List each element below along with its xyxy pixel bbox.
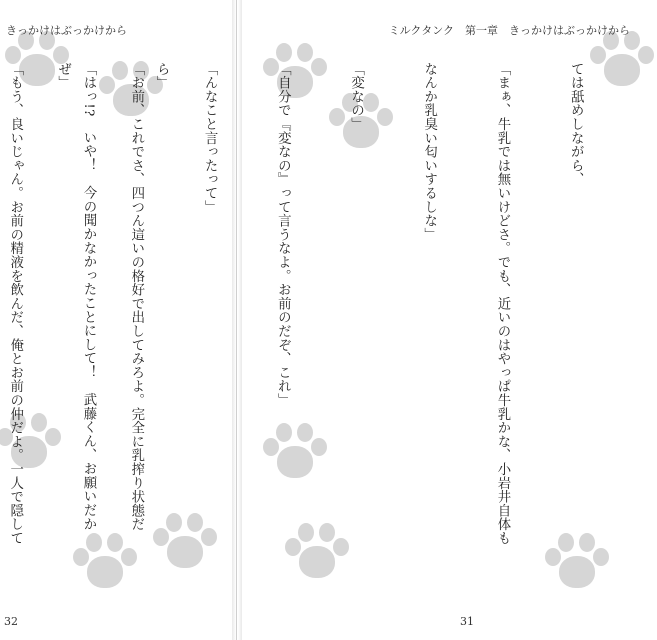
text-line: ら」 (154, 62, 170, 90)
page-number: 31 (460, 615, 474, 628)
text-line: ては舐めしながら、 (568, 62, 584, 187)
body-text (0, 62, 636, 562)
text-line: 「変なの」 (348, 62, 364, 131)
text-line (0, 62, 1, 562)
text-line: 「まぁ、牛乳では無いけどさ。でも、近いのはやっぱ牛乳かな、小岩井自体も (494, 62, 510, 545)
page-number: 32 (4, 615, 18, 628)
running-header: きっかけはぶっかけから (6, 24, 127, 37)
text-line: なんか乳臭い匂いするしな」 (421, 62, 437, 242)
text-line: 「自分で『変なの』って言うなよ。お前のだぞ、これ」 (275, 62, 291, 407)
text-line: 「もう、良いじゃん。お前の精液を飲んだ、俺とお前の仲だよ。一人で隠して (7, 62, 23, 545)
text-line: 「はっ!? いや！ 今の聞かなかったことにして！ 武藤くん、お願いだか (80, 62, 96, 531)
text-line: ぜ」 (55, 62, 71, 90)
text-line: 「んなこと言ったって」 (202, 62, 218, 214)
text-line: 「お前、これでさ、四つん這いの格好で出してみろよ。完全に乳搾り状態だ (128, 62, 144, 532)
running-header: ミルクタンク 第一章 きっかけはぶっかけから (388, 24, 630, 37)
